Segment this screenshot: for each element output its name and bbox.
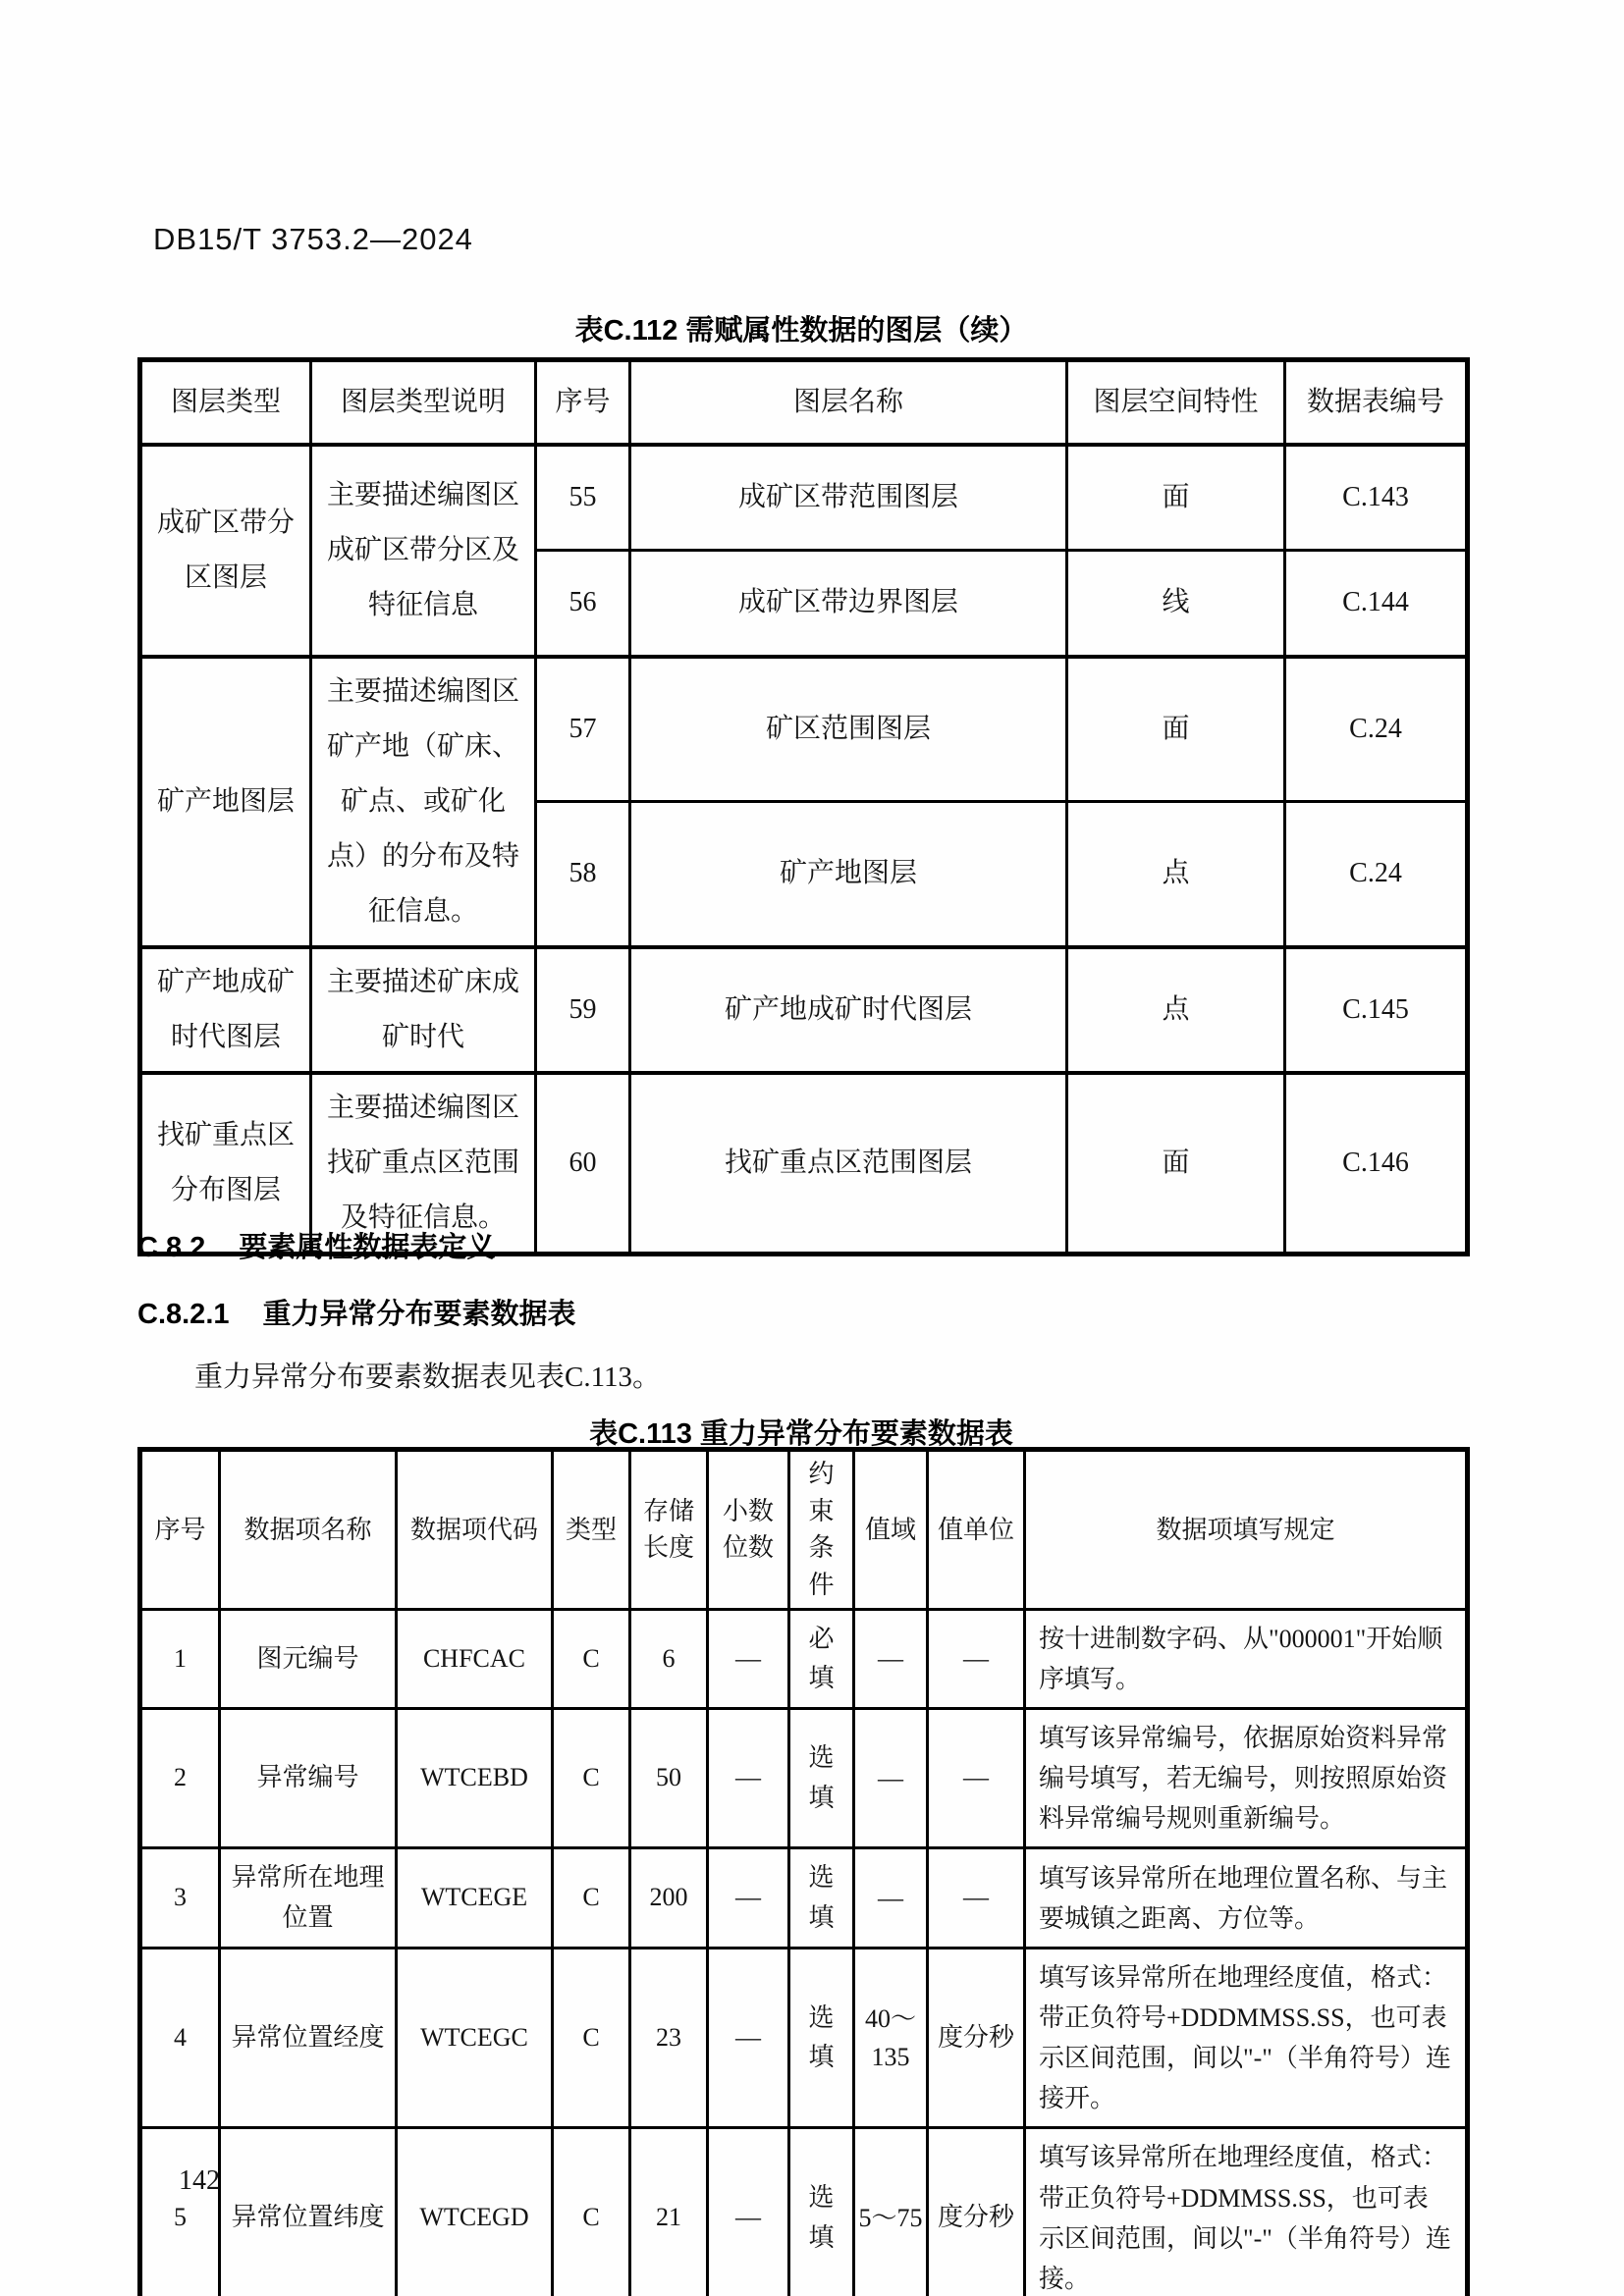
col-header-length: 存储长度: [630, 1450, 708, 1610]
cell-item-code: CHFCAC: [397, 1609, 553, 1708]
cell-layer-type: 矿产地成矿时代图层: [140, 947, 311, 1073]
section-title: 要素属性数据表定义: [239, 1232, 496, 1263]
col-header-layer-type: 图层类型: [140, 360, 311, 445]
cell-unit: —: [928, 1708, 1025, 1847]
cell-type: C: [553, 1848, 630, 1949]
table-c112-title: 表C.112 需赋属性数据的图层（续）: [574, 315, 1028, 347]
col-header-rule: 数据项填写规定: [1025, 1450, 1468, 1610]
col-header-unit: 值单位: [928, 1450, 1025, 1610]
cell-item-code: WTCEGD: [397, 2128, 553, 2296]
table-row: [140, 1708, 1468, 1847]
cell-decimals: —: [708, 1848, 789, 1949]
cell-seq: 55: [536, 445, 630, 551]
cell-layer-name: 矿产地成矿时代图层: [630, 947, 1067, 1073]
cell-seq: 5: [140, 2128, 220, 2296]
cell-decimals: —: [708, 2128, 789, 2296]
cell-range: —: [854, 1848, 928, 1949]
section-number: C.8.2.1: [137, 1299, 230, 1330]
cell-seq: 56: [536, 551, 630, 657]
cell-table-no: C.24: [1285, 657, 1468, 802]
cell-table-no: C.146: [1285, 1073, 1468, 1255]
cell-spatial: 面: [1067, 445, 1285, 551]
table-c113-title: 表C.113 重力异常分布要素数据表: [589, 1418, 1013, 1450]
cell-item-name: 图元编号: [220, 1609, 397, 1708]
col-header-range: 值域: [854, 1450, 928, 1610]
table-c113: [137, 1447, 1470, 2296]
body-paragraph: 重力异常分布要素数据表见表C.113。: [194, 1362, 662, 1393]
cell-constraint: 选填: [789, 1848, 854, 1949]
cell-spatial: 点: [1067, 947, 1285, 1073]
table-row: [140, 947, 1468, 1073]
table-c112: [137, 357, 1470, 1256]
cell-range: 5～75: [854, 2128, 928, 2296]
cell-seq: 57: [536, 657, 630, 802]
cell-layer-type: 矿产地图层: [140, 657, 311, 947]
col-header-layer-type-desc: 图层类型说明: [311, 360, 536, 445]
cell-range: 40～135: [854, 1949, 928, 2128]
section-heading-c82: [137, 1225, 495, 1265]
cell-unit: —: [928, 1609, 1025, 1708]
cell-length: 50: [630, 1708, 708, 1847]
cell-layer-name: 矿区范围图层: [630, 657, 1067, 802]
col-header-layer-name: 图层名称: [630, 360, 1067, 445]
cell-item-code: WTCEBD: [397, 1708, 553, 1847]
cell-length: 6: [630, 1609, 708, 1708]
cell-length: 23: [630, 1949, 708, 2128]
table-row: [140, 657, 1468, 802]
cell-seq: 1: [140, 1609, 220, 1708]
cell-rule: 填写该异常所在地理经度值，格式：带正负符号+DDDMMSS.SS，也可表示区间范围，间以"-"（半角符号）连接开。: [1025, 1949, 1468, 2128]
col-header-constraint: 约束条件: [789, 1450, 854, 1610]
cell-type: C: [553, 2128, 630, 2296]
cell-table-no: C.143: [1285, 445, 1468, 551]
cell-unit: 度分秒: [928, 1949, 1025, 2128]
cell-seq: 4: [140, 1949, 220, 2128]
section-title: 重力异常分布要素数据表: [262, 1299, 576, 1330]
table-row: [140, 2128, 1468, 2296]
cell-item-code: WTCEGE: [397, 1848, 553, 1949]
cell-decimals: —: [708, 1949, 789, 2128]
cell-length: 200: [630, 1848, 708, 1949]
col-header-item-code: 数据项代码: [397, 1450, 553, 1610]
col-header-spatial: 图层空间特性: [1067, 360, 1285, 445]
cell-layer-name: 矿产地图层: [630, 802, 1067, 947]
cell-constraint: 选填: [789, 2128, 854, 2296]
cell-unit: 度分秒: [928, 2128, 1025, 2296]
cell-unit: —: [928, 1848, 1025, 1949]
cell-spatial: 面: [1067, 657, 1285, 802]
cell-seq: 59: [536, 947, 630, 1073]
section-number: C.8.2: [137, 1232, 206, 1263]
cell-decimals: —: [708, 1708, 789, 1847]
cell-decimals: —: [708, 1609, 789, 1708]
cell-layer-name: 成矿区带边界图层: [630, 551, 1067, 657]
cell-seq: 58: [536, 802, 630, 947]
cell-seq: 60: [536, 1073, 630, 1255]
cell-layer-type-desc: 主要描述矿床成矿时代: [311, 947, 536, 1073]
cell-item-name: 异常位置纬度: [220, 2128, 397, 2296]
cell-layer-type-desc: 主要描述编图区矿产地（矿床、矿点、或矿化点）的分布及特征信息。: [311, 657, 536, 947]
cell-table-no: C.144: [1285, 551, 1468, 657]
cell-rule: 填写该异常所在地理位置名称、与主要城镇之距离、方位等。: [1025, 1848, 1468, 1949]
cell-table-no: C.24: [1285, 802, 1468, 947]
doc-number: DB15/T 3753.2—2024: [153, 222, 473, 256]
cell-layer-name: 找矿重点区范围图层: [630, 1073, 1067, 1255]
cell-rule: 填写该异常所在地理经度值，格式：带正负符号+DDMMSS.SS，也可表示区间范围，间以"-"（半角符号）连接。: [1025, 2128, 1468, 2296]
cell-length: 21: [630, 2128, 708, 2296]
cell-layer-type-desc: 主要描述编图区找矿重点区范围及特征信息。: [311, 1073, 536, 1255]
cell-constraint: 选填: [789, 1708, 854, 1847]
table-header-row: [140, 360, 1468, 445]
cell-layer-type: 成矿区带分区图层: [140, 445, 311, 657]
table-row: [140, 1609, 1468, 1708]
col-header-seq: 序号: [536, 360, 630, 445]
cell-layer-type: 找矿重点区分布图层: [140, 1073, 311, 1255]
col-header-item-name: 数据项名称: [220, 1450, 397, 1610]
cell-constraint: 选填: [789, 1949, 854, 2128]
cell-table-no: C.145: [1285, 947, 1468, 1073]
cell-layer-type-desc: 主要描述编图区成矿区带分区及特征信息: [311, 445, 536, 657]
cell-item-code: WTCEGC: [397, 1949, 553, 2128]
col-header-seq: 序号: [140, 1450, 220, 1610]
cell-range: —: [854, 1708, 928, 1847]
cell-type: C: [553, 1708, 630, 1847]
page-number: 142: [179, 2165, 220, 2196]
cell-range: —: [854, 1609, 928, 1708]
cell-spatial: 点: [1067, 802, 1285, 947]
cell-layer-name: 成矿区带范围图层: [630, 445, 1067, 551]
cell-item-name: 异常编号: [220, 1708, 397, 1847]
cell-type: C: [553, 1949, 630, 2128]
col-header-decimals: 小数位数: [708, 1450, 789, 1610]
cell-rule: 按十进制数字码、从"000001"开始顺序填写。: [1025, 1609, 1468, 1708]
col-header-table-no: 数据表编号: [1285, 360, 1468, 445]
cell-seq: 2: [140, 1708, 220, 1847]
table-row: [140, 445, 1468, 551]
section-heading-c821: [137, 1292, 576, 1332]
cell-item-name: 异常所在地理位置: [220, 1848, 397, 1949]
cell-constraint: 必填: [789, 1609, 854, 1708]
table-row: [140, 1949, 1468, 2128]
cell-item-name: 异常位置经度: [220, 1949, 397, 2128]
table-row: [140, 1848, 1468, 1949]
cell-rule: 填写该异常编号，依据原始资料异常编号填写，若无编号，则按照原始资料异常编号规则重新编号。: [1025, 1708, 1468, 1847]
cell-type: C: [553, 1609, 630, 1708]
cell-spatial: 线: [1067, 551, 1285, 657]
cell-seq: 3: [140, 1848, 220, 1949]
cell-spatial: 面: [1067, 1073, 1285, 1255]
table-header-row: [140, 1450, 1468, 1610]
col-header-type: 类型: [553, 1450, 630, 1610]
